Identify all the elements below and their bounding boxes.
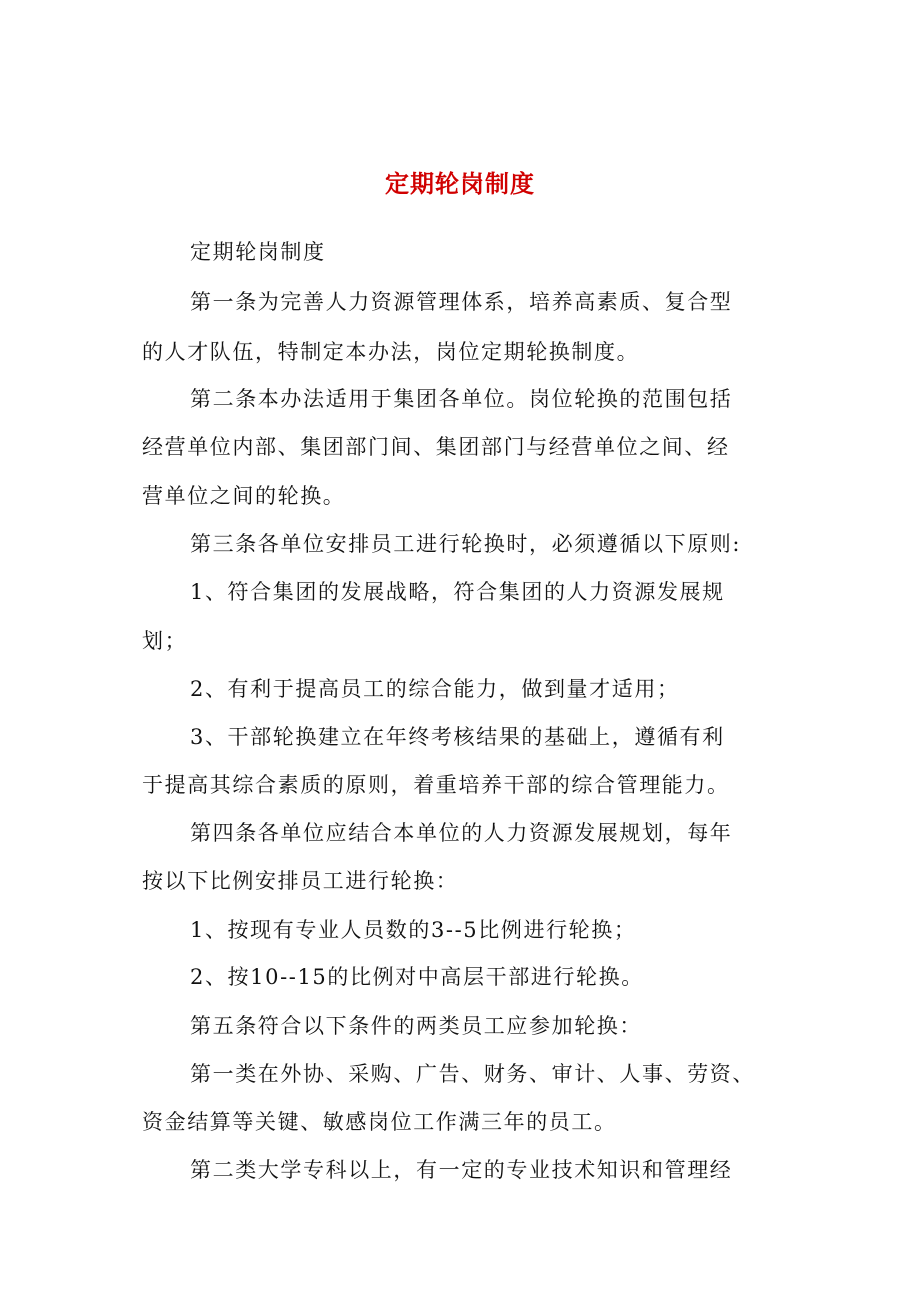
- list-item-line: 1、按现有专业人员数的3--5比例进行轮换；: [190, 918, 637, 942]
- paragraph-line: 第二条本办法适用于集团各单位。岗位轮换的范围包括: [190, 387, 733, 411]
- paragraph-line: 第五条符合以下条件的两类员工应参加轮换：: [190, 1014, 642, 1038]
- subtitle-line: 定期轮岗制度: [190, 240, 326, 264]
- paragraph-line: 营单位之间的轮换。: [142, 484, 346, 508]
- paragraph-line: 第一条为完善人力资源管理体系，培养高素质、复合型: [190, 290, 733, 314]
- list-item-line: 于提高其综合素质的原则，着重培养干部的综合管理能力。: [142, 773, 730, 797]
- paragraph-line: 第三条各单位安排员工进行轮换时，必须遵循以下原则:: [190, 532, 742, 556]
- list-item-line: 划；: [142, 629, 188, 653]
- list-item-line: 3、干部轮换建立在年终考核结果的基础上，遵循有利: [190, 725, 725, 749]
- paragraph-line: 按以下比例安排员工进行轮换：: [142, 869, 459, 893]
- paragraph-line: 资金结算等关键、敏感岗位工作满三年的员工。: [142, 1110, 617, 1134]
- paragraph-line: 第一类在外协、采购、广告、财务、审计、人事、劳资、: [190, 1062, 755, 1086]
- list-item-line: 2、按10--15的比例对中高层干部进行轮换。: [190, 965, 644, 989]
- document-title: 定期轮岗制度: [385, 169, 535, 198]
- paragraph-line: 的人才队伍，特制定本办法，岗位定期轮换制度。: [142, 340, 640, 364]
- paragraph-line: 第四条各单位应结合本单位的人力资源发展规划，每年: [190, 821, 733, 845]
- list-item-line: 1、符合集团的发展战略，符合集团的人力资源发展规: [190, 580, 725, 604]
- list-item-line: 2、有利于提高员工的综合能力，做到量才适用；: [190, 677, 680, 701]
- paragraph-line: 第二类大学专科以上，有一定的专业技术知识和管理经: [190, 1158, 733, 1182]
- paragraph-line: 经营单位内部、集团部门间、集团部门与经营单位之间、经: [142, 435, 730, 459]
